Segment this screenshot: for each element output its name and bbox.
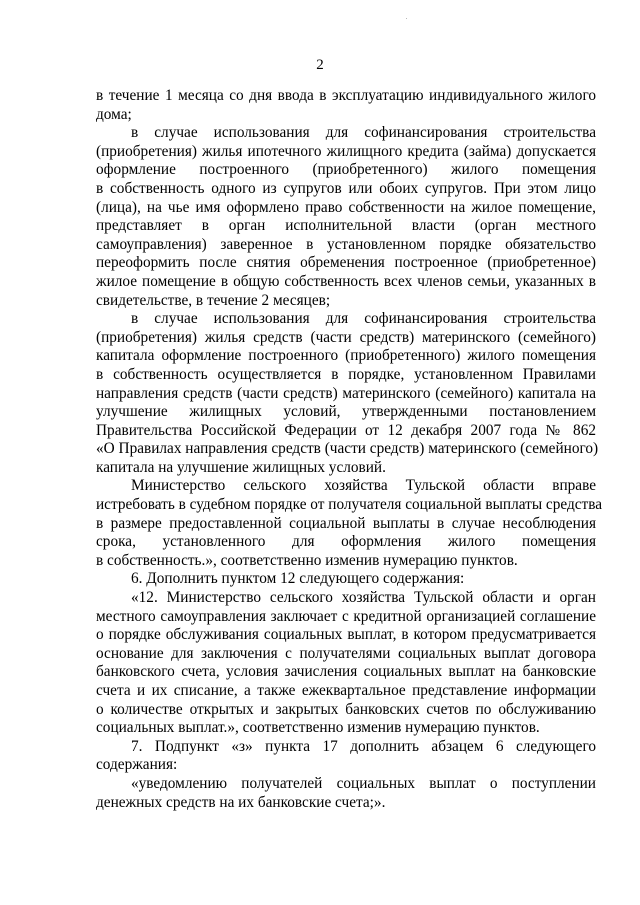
text-line: самоуправления) заверенное в установленном порядке обязательство (96, 235, 596, 253)
document-body (96, 87, 603, 812)
text-line: местного самоуправления заключает с кредитной организацией соглашение (96, 607, 596, 625)
text-line: в собственность осуществляется в порядке, установленном Правилами (96, 365, 596, 383)
text-line: денежных средств на их банковские счета;». (96, 793, 386, 811)
text-line: 7. Подпункт «з» пункта 17 дополнить абзацем 6 следующего (131, 737, 596, 755)
text-line: дома; (96, 105, 132, 123)
paragraph (96, 477, 603, 570)
text-line: социальных выплат.», соответственно изменив нумерацию пунктов. (96, 719, 540, 737)
text-line: содержания: (96, 756, 178, 774)
text-line: основание для заключения с получателями социальных выплат договора (96, 644, 596, 662)
text-line: капитала на улучшение жилищных условий. (96, 458, 386, 476)
text-line: Правительства Российской Федерации от 12 декабря 2007 года № 862 (96, 421, 596, 439)
text-line: (лица), на чье имя оформлено право собственности на жилое помещение, (96, 198, 596, 216)
text-line: (приобретения) жилья ипотечного жилищного кредита (займа) допускается (96, 142, 596, 160)
scan-speck (406, 18, 407, 19)
text-line: в собственность.», соответственно изменив нумерацию пунктов. (96, 551, 518, 569)
text-line: «О Правилах направления средств (части средств) материнского (семейного) (96, 440, 599, 458)
text-line: банковского счета, условия зачисления социальных выплат на банковские (96, 663, 596, 681)
paragraph (96, 124, 596, 310)
text-line: в случае использования для софинансирования строительства (131, 124, 596, 142)
page-number: 2 (316, 57, 324, 73)
text-line: счета и их списание, а также ежеквартальное представление информации (96, 682, 596, 699)
text-line: свидетельстве, в течение 2 месяцев; (96, 291, 331, 309)
text-line: в течение 1 месяца со дня ввода в эксплуатацию индивидуального жилого (96, 87, 596, 104)
text-line: истребовать в судебном порядке от получателя социальной выплаты средства (96, 496, 603, 514)
text-line: в размере предоставленной социальной выплаты в случае несоблюдения (96, 514, 596, 532)
paragraph (96, 570, 596, 589)
paragraph (96, 87, 596, 124)
text-line: капитала оформление построенного (приобретенного) жилого помещения (96, 347, 596, 365)
text-line: «12. Министерство сельского хозяйства Тульской области и орган (131, 589, 596, 607)
text-line: (приобретения) жилья средств (части средств) материнского (семейного) (96, 328, 596, 346)
paragraph (96, 310, 599, 477)
text-line: в собственность одного из супругов или обоих супругов. При этом лицо (96, 179, 596, 197)
text-line: «уведомлению получателей социальных выплат о поступлении (131, 774, 596, 792)
text-line: о порядке обслуживания социальных выплат, в котором предусматривается (96, 626, 596, 644)
text-line: срока, установленного для оформления жилого помещения (96, 533, 596, 551)
text-line: Министерство сельского хозяйства Тульской области вправе (131, 477, 596, 495)
text-line: о количестве открытых и закрытых банковских счетов по обслуживанию (96, 700, 596, 718)
text-line: представляет в орган исполнительной власти (орган местного (96, 217, 596, 235)
text-line: переоформить после снятия обременения построенное (приобретенное) (96, 254, 596, 272)
text-line: жилое помещение в общую собственность всех членов семьи, указанных в (96, 272, 596, 290)
text-line: 6. Дополнить пунктом 12 следующего содержания: (131, 570, 465, 588)
paragraph (96, 589, 596, 738)
paragraph (96, 738, 596, 775)
text-line: в случае использования для софинансирования строительства (131, 310, 596, 328)
paragraph (96, 775, 596, 812)
text-line: направления средств (части средств) материнского (семейного) капитала на (96, 384, 596, 402)
text-line: оформление построенного (приобретенного) жилого помещения (96, 161, 596, 179)
text-line: улучшение жилищных условий, утвержденными постановлением (96, 403, 596, 421)
